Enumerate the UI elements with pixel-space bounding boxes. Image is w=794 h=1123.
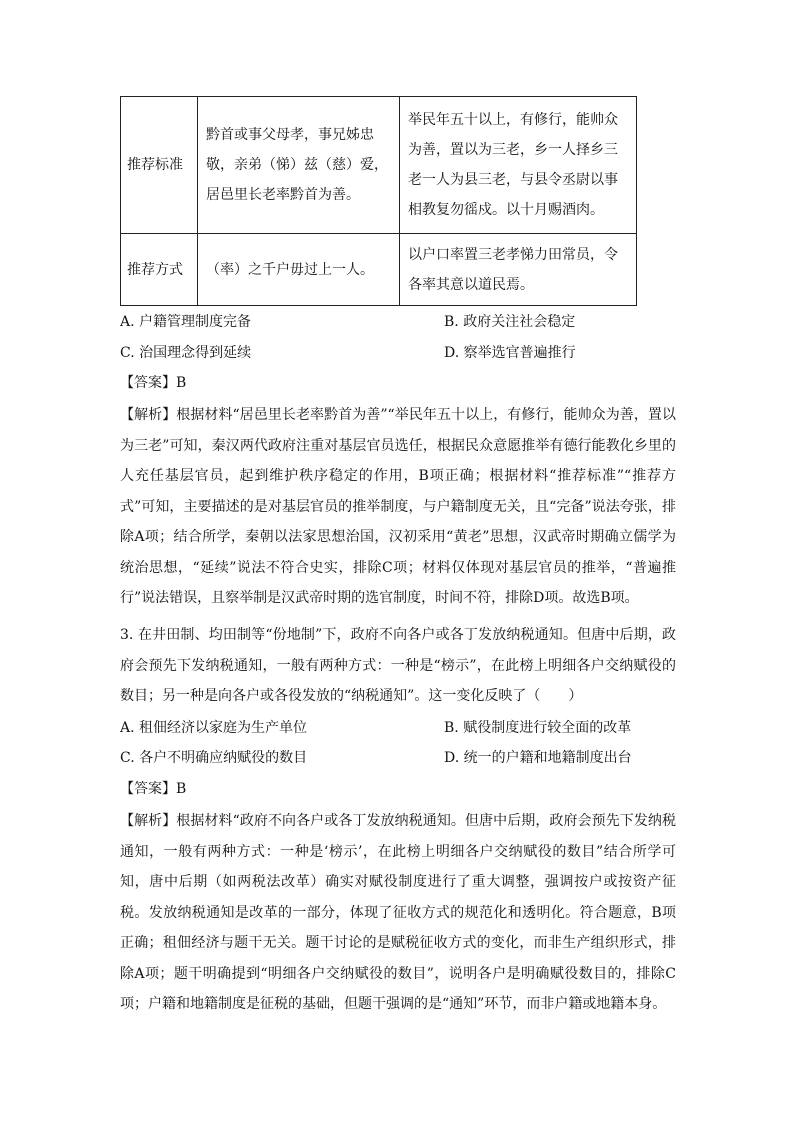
option-row (120, 310, 676, 334)
material-table (120, 96, 637, 306)
table-row (121, 234, 637, 306)
option-a[interactable]: A. 户籍管理制度完备 (120, 314, 252, 330)
analysis-paragraph: 【解析】根据材料“居邑里长老率黔首为善”“举民年五十以上，有修行，能帅众为善，置以为三老”可知，秦汉两代政府注重对基层官员选任，根据民众意愿推举有德行能教化乡里的人充任基层官员，起到维护秩序稳定的作用，B项正确；根据材料“推荐标准”“推荐方式”可知，主要描述的是对基层官员的推举制度，与户籍制度无关，且“完备”说法夸张，排除A项；结合所学，秦朝以法家思想治国，汉初采用“黄老”思想，汉武帝时期确立儒学为统治思想，“延续”说法不符合史实，排除C项；材料仅体现对基层官员的推举，“普遍推行”说法错误，且察举制是汉武帝时期的选官制度，时间不符，排除D项。故选B项。 (120, 407, 676, 606)
option-d[interactable]: D. 统一的户籍和地籍制度出台 (444, 750, 632, 766)
answer-label: 【答案】B (120, 375, 187, 391)
option-c[interactable]: C. 治国理念得到延续 (120, 345, 252, 361)
option-c[interactable]: C. 各户不明确应纳赋役的数目 (120, 750, 308, 766)
option-b[interactable]: B. 赋役制度进行较全面的改革 (444, 720, 632, 736)
answer-label: 【答案】B (120, 781, 187, 797)
table-cell-qin: 黔首或事父母孝，事兄姊忠敬，亲弟（悌）兹（慈）爱，居邑里长老率黔首为善。 (198, 97, 400, 234)
option-row (120, 746, 676, 770)
option-row (120, 716, 676, 740)
option-a[interactable]: A. 租佃经济以家庭为生产单位 (120, 720, 308, 736)
table-cell-han: 以户口率置三老孝悌力田常员，令各率其意以道民焉。 (400, 234, 637, 306)
table-cell-label: 推荐标准 (121, 97, 198, 234)
question-stem: 3. 在井田制、均田制等“份地制”下，政府不向各户或各丁发放纳税通知。但唐中后期，政府会预先下发纳税通知，一般有两种方式：一种是“榜示”，在此榜上明细各户交纳赋役的数目；另一种是向各户或各役发放的“纳税通知”。这一变化反映了（ ） (120, 627, 676, 704)
option-row (120, 341, 676, 365)
option-b[interactable]: B. 政府关注社会稳定 (444, 314, 576, 330)
table-cell-qin: （率）之千户毋过上一人。 (198, 234, 400, 306)
analysis-paragraph: 【解析】根据材料“政府不向各户或各丁发放纳税通知。但唐中后期，政府会预先下发纳税通知，一般有两种方式：一种是‘榜示’，在此榜上明细各户交纳赋役的数目”结合所学可知，唐中后期（如两税法改革）确实对赋役制度进行了重大调整，强调按户或按资产征税。发放纳税通知是改革的一部分，体现了征收方式的规范化和透明化。符合题意，B项正确；租佃经济与题干无关。题干讨论的是赋税征收方式的变化，而非生产组织形式，排除A项；题干明确提到“明细各户交纳赋役的数目”，说明各户是明确赋役数目的，排除C项；户籍和地籍制度是征税的基础，但题干强调的是“通知”环节，而非户籍或地籍本身。 (120, 813, 676, 1012)
table-cell-label: 推荐方式 (121, 234, 198, 306)
table-row (121, 97, 637, 234)
option-d[interactable]: D. 察举选官普遍推行 (444, 345, 576, 361)
table-cell-han: 举民年五十以上，有修行，能帅众为善，置以为三老，乡一人择乡三老一人为县三老，与县令丞尉以事相教复勿徭戍。以十月赐酒肉。 (400, 97, 637, 234)
